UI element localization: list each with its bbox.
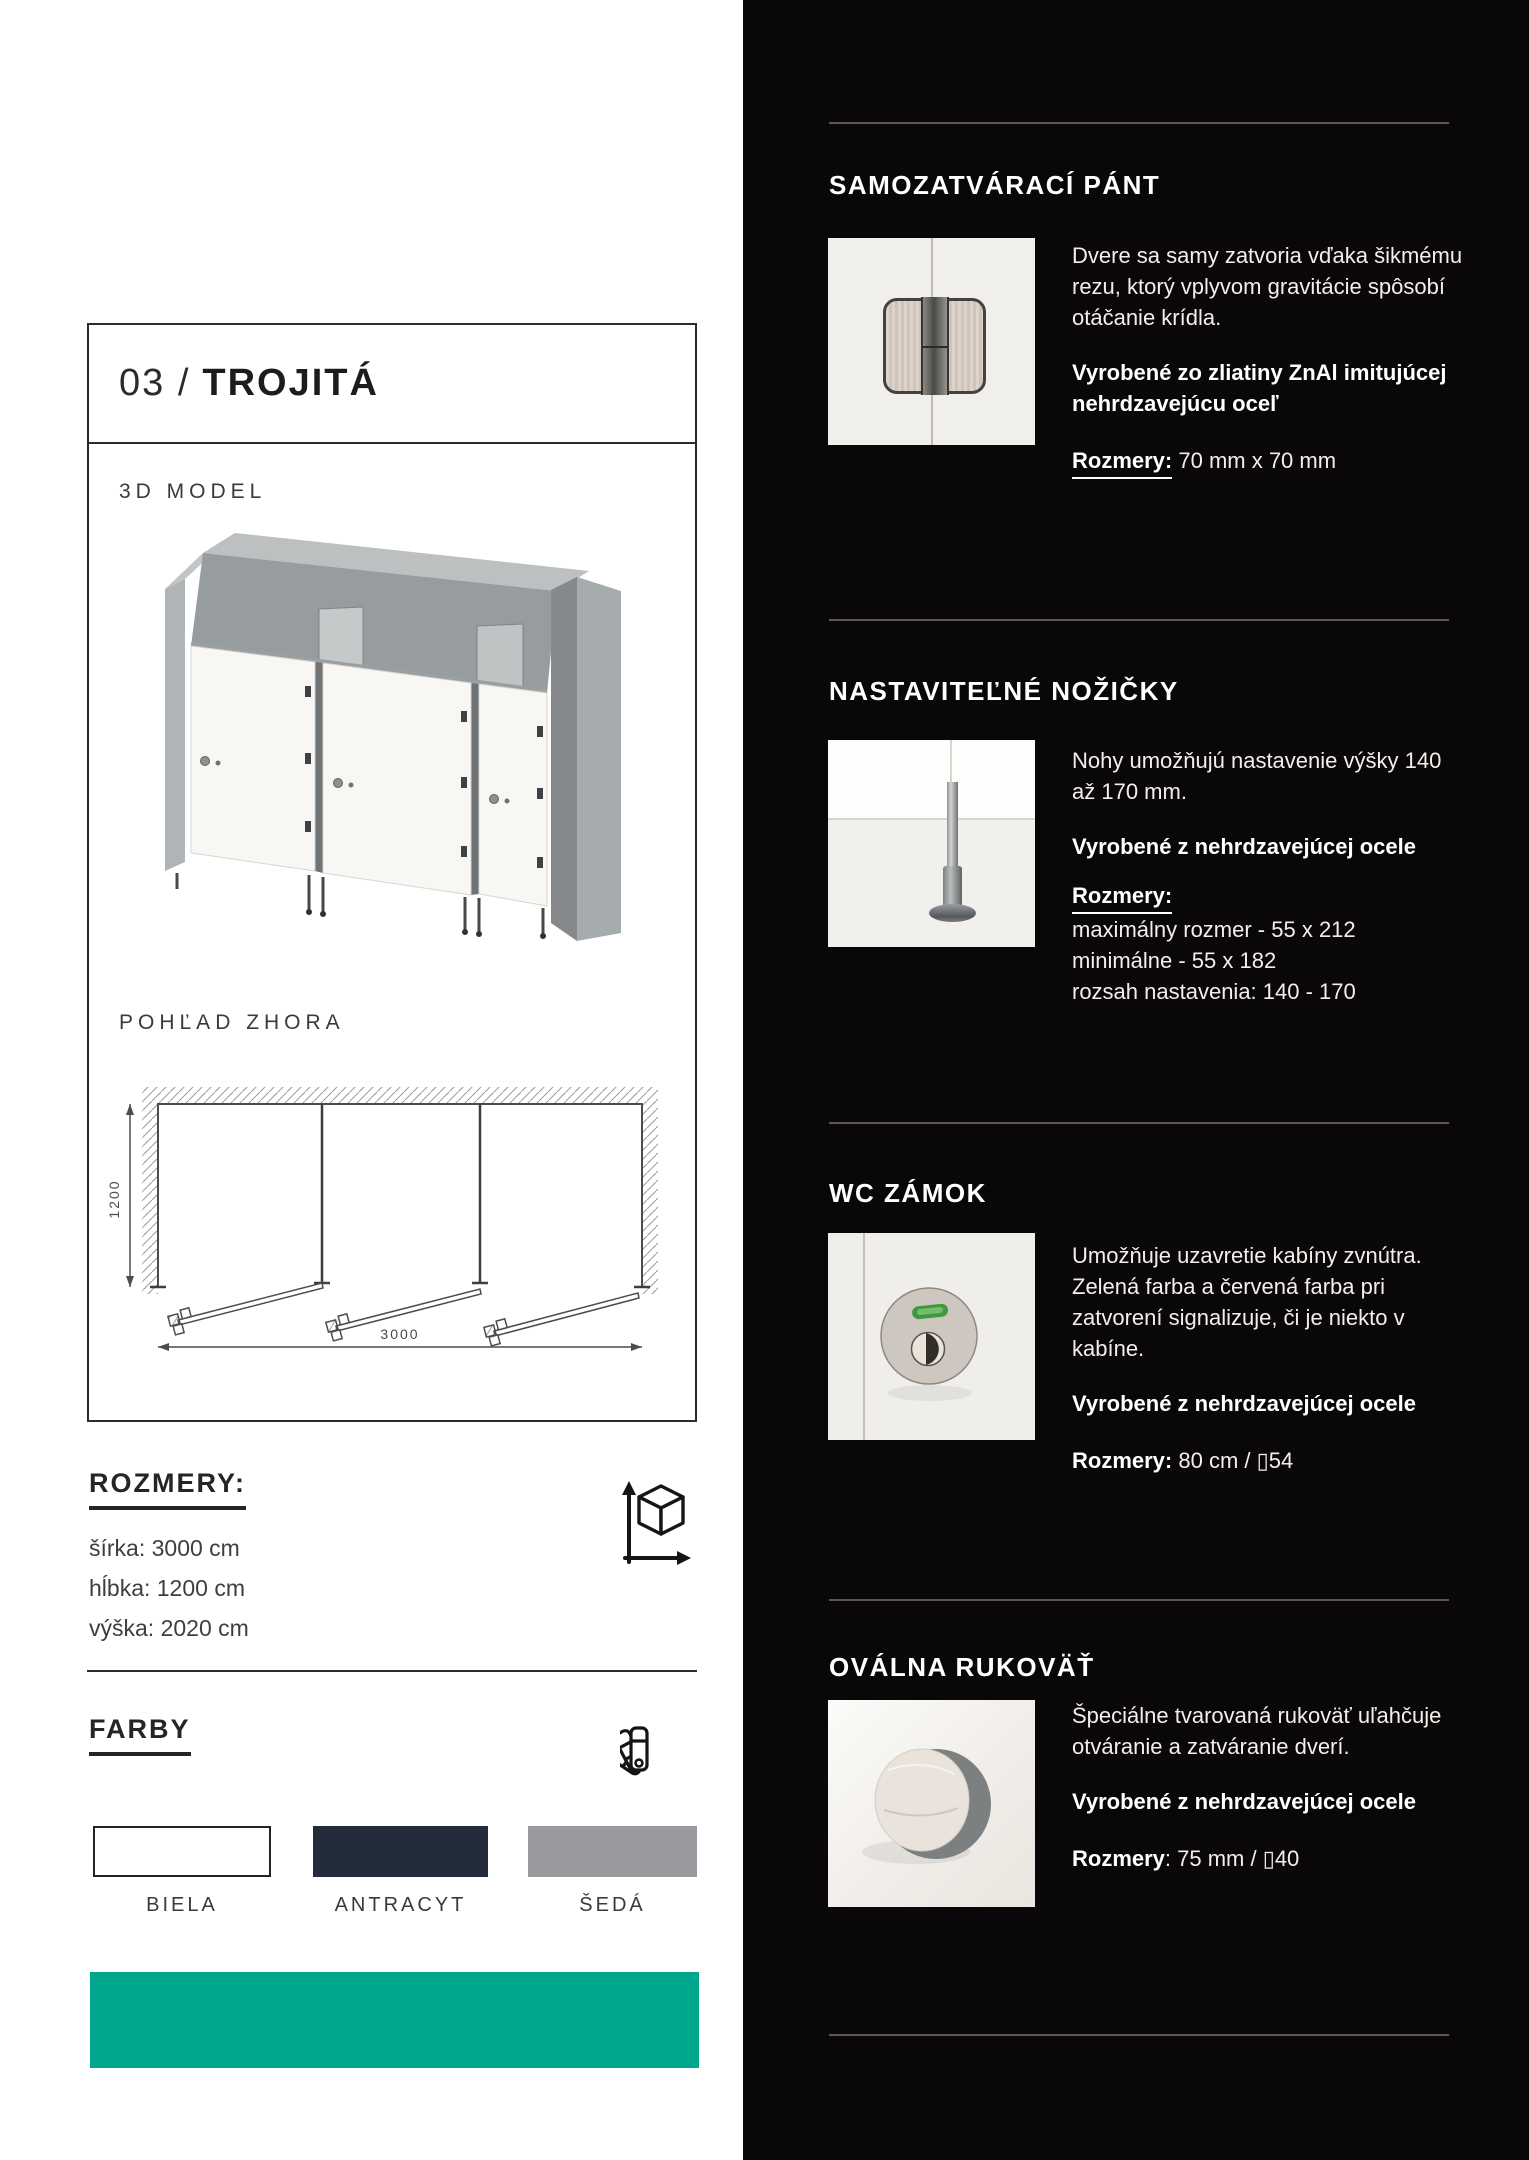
section-divider [829,1599,1449,1601]
dimensions-heading: ROZMERY: [89,1468,246,1510]
hinge-photo [828,238,1035,445]
feature-material: Vyrobené zo zliatiny ZnAl imitujúcej nehrdzavejúcu oceľ [1072,360,1447,416]
swatch-label: BIELA [146,1894,218,1916]
feature-description: Nohy umožňujú nastavenie výšky 140 až 170 mm. [1072,748,1442,804]
feature-sizes: Rozmery: 70 mm x 70 mm [1072,445,1464,479]
swatch-white [93,1826,271,1917]
product-number: 03 / [119,362,191,404]
swatch-label: ŠEDÁ [579,1894,646,1916]
feature-sizes: Rozmery: 80 cm / ▯54 [1072,1448,1294,1473]
feature-material: Vyrobené z nehrdzavejúcej ocele [1072,1391,1416,1416]
accent-bar [90,1972,699,2068]
features-panel [743,0,1529,2160]
feature-text-handle [1072,1700,1464,1874]
cube-axes-icon [616,1476,692,1570]
wc-lock-photo [828,1233,1035,1440]
feature-sizes: Rozmery: maximálny rozmer - 55 x 212 minimálne - 55 x 182 rozsah nastavenia: 140 - 170 [1072,880,1464,1007]
depth-dimension-label: 1200 [106,1179,122,1219]
3d-model-image [157,521,637,941]
width-dimension [158,1343,642,1351]
feature-description: Špeciálne tvarovaná rukoväť uľahčuje otváranie a zatváranie dverí. [1072,1703,1442,1759]
colors-heading: FARBY [89,1714,191,1756]
product-card [87,323,697,1422]
adjustable-foot-photo [828,740,1035,947]
swatch-grey [528,1826,697,1917]
hinge-icon [883,298,986,394]
foot-rod-icon [947,782,958,874]
feature-heading-feet: NASTAVITEĽNÉ NOŽIČKY [829,676,1179,706]
feature-heading-hinge: SAMOZATVÁRACÍ PÁNT [829,170,1161,200]
dimension-depth: hĺbka: 1200 cm [89,1575,245,1601]
section-divider [829,1122,1449,1124]
feature-text-hinge [1072,240,1464,479]
product-title: TROJITÁ [202,362,379,404]
feature-sizes: Rozmery: 75 mm / ▯40 [1072,1846,1300,1871]
feature-heading-lock: WC ZÁMOK [829,1178,987,1208]
section-divider [829,2034,1449,2036]
feature-text-lock [1072,1240,1464,1476]
swatch-label: ANTRACYT [334,1894,467,1916]
feature-material: Vyrobené z nehrdzavejúcej ocele [1072,834,1416,859]
dimension-height: výška: 2020 cm [89,1615,249,1641]
feature-material: Vyrobené z nehrdzavejúcej ocele [1072,1789,1416,1814]
partition-lines [150,1104,650,1287]
left-divider [87,1670,697,1672]
swatch-color [528,1826,697,1877]
feature-description: Umožňuje uzavretie kabíny zvnútra. Zelená farba a červená farba pri zatvorení signalizuje, či je niekto v kabíne. [1072,1243,1422,1361]
swatch-color [313,1826,488,1877]
color-fan-icon [620,1708,692,1784]
oval-handle-icon [828,1700,1035,1907]
top-view-label: POHĽAD ZHORA [119,1011,345,1034]
wc-lock-icon [828,1233,1035,1440]
section-divider [829,619,1449,621]
swatch-color [93,1826,271,1877]
model-label: 3D MODEL [119,480,267,503]
dimension-width: šírka: 3000 cm [89,1535,240,1561]
section-divider [829,122,1449,124]
width-dimension-label: 3000 [380,1326,420,1342]
product-title-row [89,325,695,444]
top-view-drawing [89,1047,691,1417]
feature-text-feet [1072,745,1464,1007]
dimension-list [89,1528,249,1648]
oval-handle-photo [828,1700,1035,1907]
depth-dimension [126,1104,134,1287]
swatch-anthracite [313,1826,488,1917]
feature-heading-handle: OVÁLNA RUKOVÄŤ [829,1652,1095,1682]
feature-description: Dvere sa samy zatvoria vďaka šikmému rezu, ktorý vplyvom gravitácie spôsobí otáčanie krídla. [1072,243,1463,330]
